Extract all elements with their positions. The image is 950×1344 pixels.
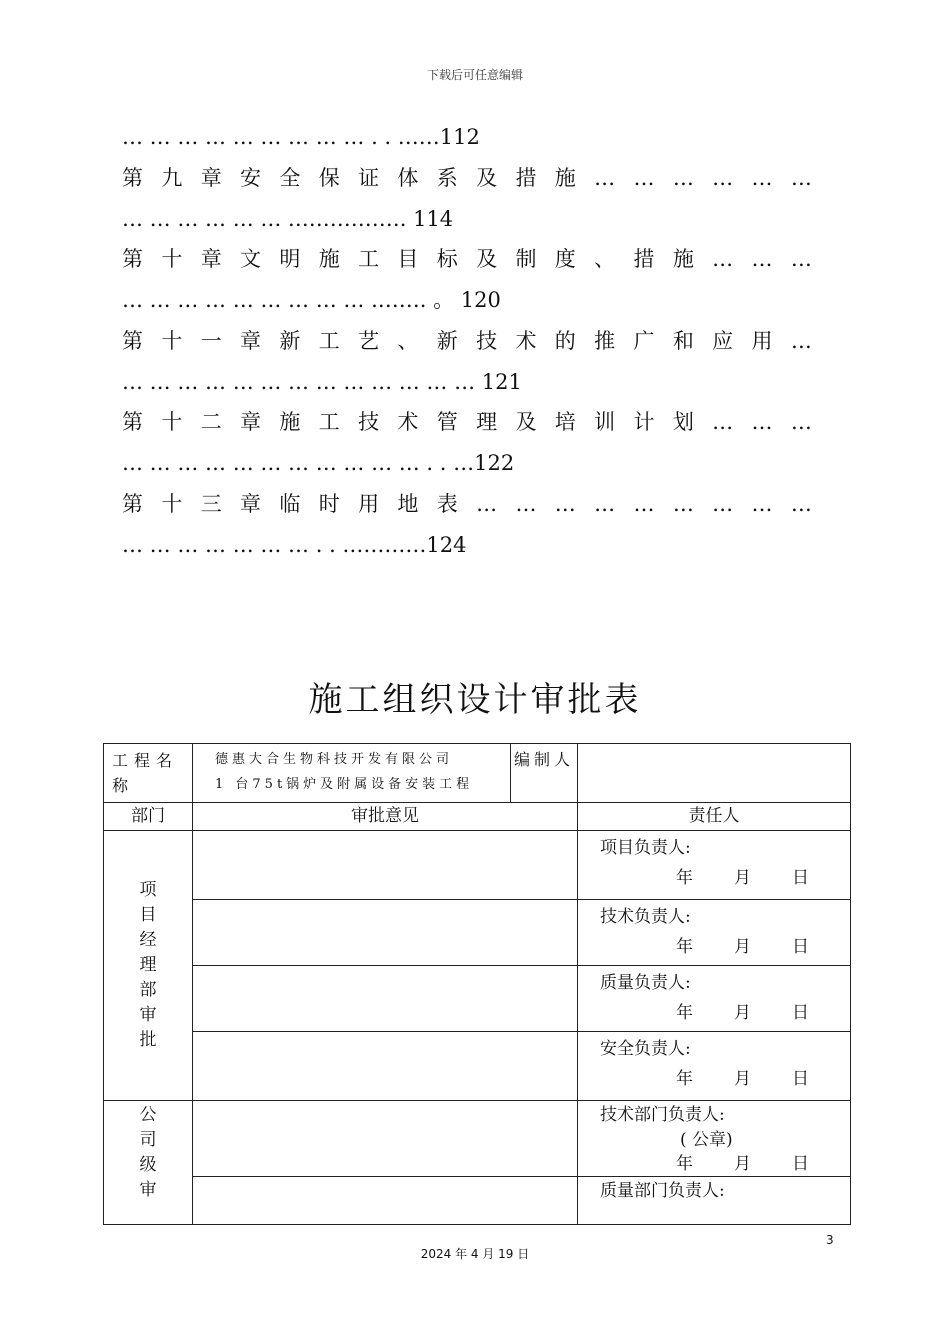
opinion-cell[interactable] — [193, 1101, 578, 1177]
toc-line: … … … … … … .……………. 114 — [122, 207, 454, 231]
date-year: 年 — [676, 868, 693, 888]
official-seal-note: ( 公章) — [680, 1130, 733, 1150]
date-day: 日 — [792, 868, 809, 888]
group-label-project-dept: 项 目 经 理 部 审 批 — [104, 831, 193, 1101]
responsible-role: 质量部门负责人: — [600, 1181, 725, 1201]
responsible-role: 项目负责人: — [600, 838, 691, 858]
responsible-role: 技术负责人: — [600, 907, 691, 927]
toc-line: … … … … … … … … … .……. 。 120 — [122, 288, 501, 312]
responsible-role: 技术部门负责人: — [600, 1105, 725, 1125]
column-header-dept: 部门 — [104, 803, 193, 831]
toc-line: … … … … … … … … … … … … … 121 — [122, 370, 522, 394]
date-day: 日 — [792, 1069, 809, 1089]
signature-date — [600, 863, 850, 893]
toc-line: 第 十 二 章 施 工 技 术 管 理 及 培 训 计 划 … … … — [122, 410, 812, 434]
toc-line: 第 九 章 安 全 保 证 体 系 及 措 施 … … … … … … — [122, 166, 812, 190]
toc-line: 第 十 一 章 新 工 艺 、 新 技 术 的 推 广 和 应 用 … — [122, 329, 812, 353]
approval-table — [103, 743, 851, 1225]
opinion-cell[interactable] — [193, 966, 578, 1032]
date-day: 日 — [792, 1003, 809, 1023]
date-year: 年 — [676, 1154, 693, 1174]
responsible-role: 质量负责人: — [600, 973, 691, 993]
date-day: 日 — [792, 937, 809, 957]
opinion-cell[interactable] — [193, 831, 578, 900]
responsible-cell — [578, 966, 851, 1032]
toc-line: 第 十 三 章 临 时 用 地 表 … … … … … … … … … — [122, 492, 812, 516]
editor-label: 编制人 — [511, 744, 578, 803]
toc-line: … … … … … … … … … … … . . …122 — [122, 451, 515, 475]
responsible-cell — [578, 831, 851, 900]
date-month: 月 — [734, 1154, 751, 1174]
responsible-cell — [578, 1101, 851, 1177]
signature-date — [600, 998, 850, 1028]
column-header-opinion: 审批意见 — [193, 803, 578, 831]
toc-line: 第 十 章 文 明 施 工 目 标 及 制 度 、 措 施 … … … — [122, 247, 812, 271]
page-number: 3 — [826, 1233, 834, 1247]
form-title: 施工组织设计审批表 — [308, 680, 642, 720]
group-label-company: 公 司 级 审 — [104, 1101, 193, 1225]
responsible-cell — [578, 1177, 851, 1225]
opinion-cell[interactable] — [193, 1032, 578, 1101]
date-year: 年 — [676, 1069, 693, 1089]
responsible-cell — [578, 900, 851, 966]
date-month: 月 — [734, 937, 751, 957]
date-month: 月 — [734, 868, 751, 888]
page-header-note: 下载后可任意编辑 — [426, 68, 523, 82]
date-year: 年 — [676, 937, 693, 957]
responsible-cell — [578, 1032, 851, 1101]
footer-date: 2024 年 4 月 19 日 — [420, 1247, 530, 1261]
toc-line: … … … … … … … … … . . ……112 — [122, 125, 480, 149]
date-month: 月 — [734, 1069, 751, 1089]
date-day: 日 — [792, 1154, 809, 1174]
date-year: 年 — [676, 1003, 693, 1023]
signature-date — [600, 1152, 850, 1176]
toc-line: … … … … … … … . . …………124 — [122, 533, 467, 557]
signature-date — [600, 932, 850, 962]
opinion-cell[interactable] — [193, 900, 578, 966]
editor-value[interactable] — [578, 744, 851, 803]
responsible-role: 安全负责人: — [600, 1039, 691, 1059]
project-name-value — [193, 744, 511, 803]
project-line-2: 1 台75t锅炉及附属设备安装工程 — [215, 777, 474, 792]
project-line-1: 德惠大合生物科技开发有限公司 — [215, 752, 454, 767]
column-header-responsible: 责任人 — [578, 803, 851, 831]
date-month: 月 — [734, 1003, 751, 1023]
project-name-label: 工程名称 — [104, 744, 193, 803]
signature-date — [600, 1064, 850, 1094]
opinion-cell[interactable] — [193, 1177, 578, 1225]
